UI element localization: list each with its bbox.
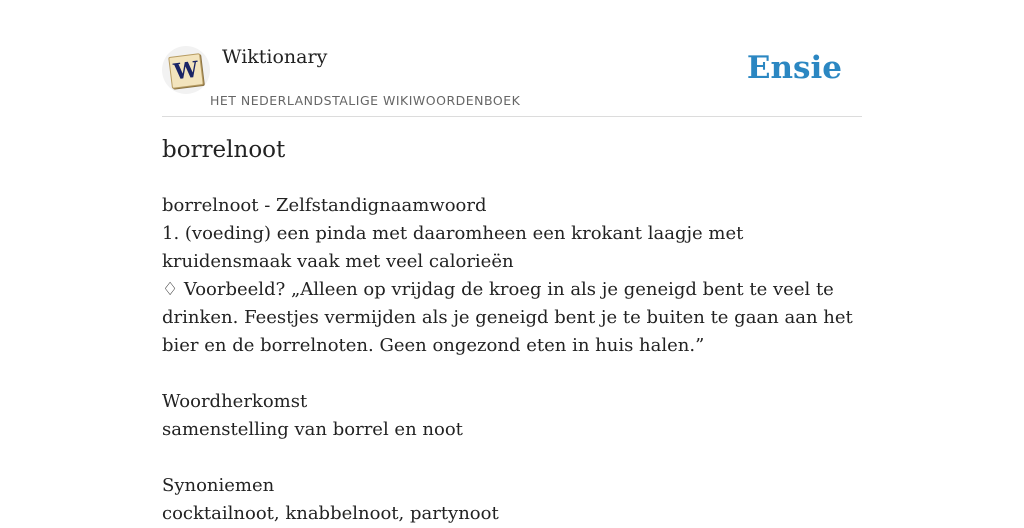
wiktionary-logo[interactable] xyxy=(162,46,210,94)
entry-content xyxy=(162,192,862,528)
site-header xyxy=(162,40,862,117)
logo-letter: W xyxy=(172,56,200,86)
entry-example: ♢ Voorbeeld? „Alleen op vrijdag de kroeg in als je geneigd bent te veel te drinken. Feestjes vermijden als je geneigd bent je te buiten te gaan aan het bier en de borrelnoten. Geen ongezond eten in huis halen.” xyxy=(162,279,853,356)
entry-definition: 1. (voeding) een pinda met daaromheen een krokant laagje met kruidensmaak vaak met veel calorieën xyxy=(162,223,744,272)
ensie-brand-link[interactable]: Ensie xyxy=(746,50,842,86)
synonyms-text: cocktailnoot, knabbelnoot, partynoot xyxy=(162,503,499,524)
site-name[interactable]: Wiktionary xyxy=(222,46,328,68)
spacer xyxy=(162,360,862,388)
etymology-text: samenstelling van borrel en noot xyxy=(162,419,463,440)
page-title: borrelnoot xyxy=(162,137,286,163)
synonyms-heading: Synoniemen xyxy=(162,475,275,496)
site-tagline: HET NEDERLANDSTALIGE WIKIWOORDENBOEK xyxy=(210,93,521,108)
logo-tile-icon xyxy=(168,53,204,89)
etymology-heading: Woordherkomst xyxy=(162,391,308,412)
spacer xyxy=(162,444,862,472)
entry-headline: borrelnoot - Zelfstandignaamwoord xyxy=(162,195,487,216)
